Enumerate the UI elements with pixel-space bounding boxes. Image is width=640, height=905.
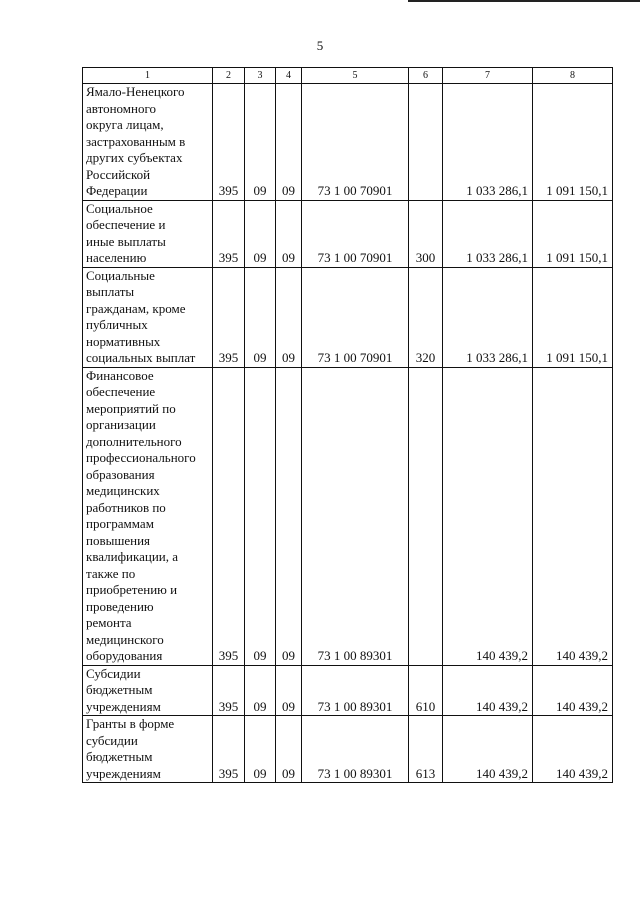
column-header: 5 xyxy=(302,68,409,84)
cell-vr: 613 xyxy=(409,716,443,783)
cell-csr: 73 1 00 70901 xyxy=(302,267,409,367)
table-row xyxy=(83,200,613,267)
page-number: 5 xyxy=(316,38,324,53)
cell-sum2: 140 439,2 xyxy=(533,665,613,716)
table-row xyxy=(83,665,613,716)
column-header: 7 xyxy=(443,68,533,84)
table-header-row xyxy=(83,68,613,84)
cell-rz: 09 xyxy=(245,84,276,201)
cell-pr: 09 xyxy=(276,267,302,367)
cell-vr: 610 xyxy=(409,665,443,716)
cell-rz: 09 xyxy=(245,716,276,783)
cell-sum1: 140 439,2 xyxy=(443,367,533,665)
cell-vr xyxy=(409,367,443,665)
row-name: Финансовое обеспечение мероприятий по организации дополнительного профессионального образования медицинских работников по программам повышения квалификации, а также по приобретению и проведению ремонта медицинского оборудования xyxy=(83,367,213,665)
column-header: 6 xyxy=(409,68,443,84)
cell-sum2: 140 439,2 xyxy=(533,716,613,783)
cell-csr: 73 1 00 89301 xyxy=(302,716,409,783)
row-name: Социальное обеспечение и иные выплаты населению xyxy=(83,200,213,267)
cell-rz: 09 xyxy=(245,267,276,367)
cell-vr: 300 xyxy=(409,200,443,267)
cell-rz: 09 xyxy=(245,367,276,665)
row-name: Субсидии бюджетным учреждениям xyxy=(83,665,213,716)
cell-csr: 73 1 00 89301 xyxy=(302,367,409,665)
cell-sum1: 1 033 286,1 xyxy=(443,84,533,201)
cell-rz: 09 xyxy=(245,665,276,716)
column-header: 3 xyxy=(245,68,276,84)
cell-vr xyxy=(409,84,443,201)
cell-pr: 09 xyxy=(276,367,302,665)
cell-sum2: 1 091 150,1 xyxy=(533,200,613,267)
table-row xyxy=(83,367,613,665)
cell-sum2: 140 439,2 xyxy=(533,367,613,665)
cell-pr: 09 xyxy=(276,716,302,783)
cell-sum1: 1 033 286,1 xyxy=(443,267,533,367)
row-name: Социальные выплаты гражданам, кроме публичных нормативных социальных выплат xyxy=(83,267,213,367)
column-header: 4 xyxy=(276,68,302,84)
row-name: Ямало-Ненецкого автономного округа лицам, застрахованным в других субъектах Российской Федерации xyxy=(83,84,213,201)
cell-gr: 395 xyxy=(213,84,245,201)
cell-gr: 395 xyxy=(213,716,245,783)
cell-pr: 09 xyxy=(276,84,302,201)
cell-gr: 395 xyxy=(213,267,245,367)
cell-csr: 73 1 00 70901 xyxy=(302,200,409,267)
cell-sum1: 140 439,2 xyxy=(443,716,533,783)
cell-gr: 395 xyxy=(213,367,245,665)
cell-pr: 09 xyxy=(276,665,302,716)
column-header: 1 xyxy=(83,68,213,84)
cell-vr: 320 xyxy=(409,267,443,367)
budget-table xyxy=(82,67,613,783)
cell-csr: 73 1 00 70901 xyxy=(302,84,409,201)
cell-gr: 395 xyxy=(213,665,245,716)
cell-sum2: 1 091 150,1 xyxy=(533,84,613,201)
top-edge-line xyxy=(408,0,640,2)
cell-csr: 73 1 00 89301 xyxy=(302,665,409,716)
table-row xyxy=(83,84,613,201)
cell-pr: 09 xyxy=(276,200,302,267)
row-name: Гранты в форме субсидии бюджетным учреждениям xyxy=(83,716,213,783)
column-header: 8 xyxy=(533,68,613,84)
cell-sum1: 1 033 286,1 xyxy=(443,200,533,267)
cell-rz: 09 xyxy=(245,200,276,267)
cell-gr: 395 xyxy=(213,200,245,267)
table-row xyxy=(83,716,613,783)
table-row xyxy=(83,267,613,367)
cell-sum1: 140 439,2 xyxy=(443,665,533,716)
column-header: 2 xyxy=(213,68,245,84)
cell-sum2: 1 091 150,1 xyxy=(533,267,613,367)
